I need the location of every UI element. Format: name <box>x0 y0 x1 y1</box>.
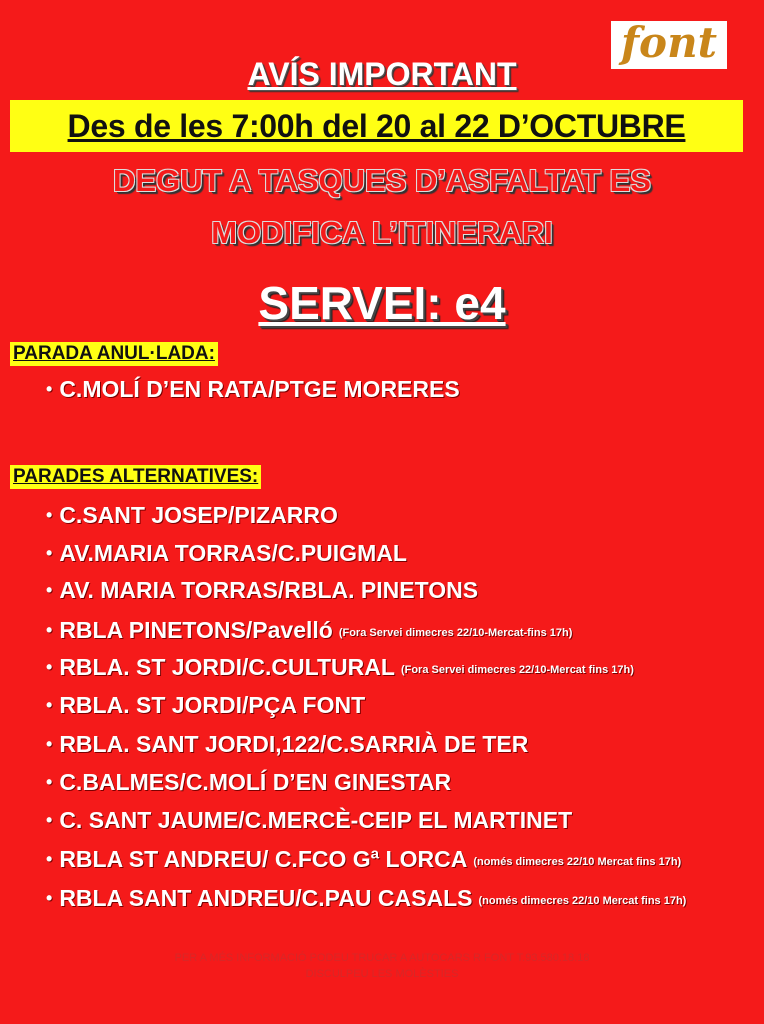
stop-label: C.SANT JOSEP/PIZARRO <box>59 502 338 528</box>
stop-label: RBLA SANT ANDREU/C.PAU CASALS <box>59 885 473 911</box>
alternative-stop-item <box>46 883 686 916</box>
date-line: Des de les 7:00h del 20 al 22 D’OCTUBRE <box>67 107 686 144</box>
stop-label: RBLA ST ANDREU/ C.FCO Gª LORCA <box>59 846 468 872</box>
bullet-icon: • <box>46 505 53 525</box>
bullet-icon: • <box>46 620 53 640</box>
alternative-stop-item <box>46 805 572 835</box>
stop-label: C.BALMES/C.MOLÍ D’EN GINESTAR <box>59 769 452 795</box>
stop-label: AV.MARIA TORRAS/C.PUIGMAL <box>59 540 407 566</box>
stop-label: RBLA. SANT JORDI,122/C.SARRIÀ DE TER <box>59 731 529 757</box>
footer-apology: DISCULPEU LES MOLÈSTIES <box>305 968 459 980</box>
bullet-icon: • <box>46 580 53 600</box>
alternative-stop-item <box>46 729 528 759</box>
bullet-icon: • <box>46 888 53 908</box>
bullet-icon: • <box>46 734 53 754</box>
cancelled-stop-item <box>46 374 460 404</box>
cancelled-stop-heading: PARADA ANUL·LADA: <box>10 342 218 366</box>
alternative-stop-item <box>46 767 451 797</box>
bullet-icon: • <box>46 772 53 792</box>
alternative-stop-item <box>46 615 572 648</box>
bullet-icon: • <box>46 543 53 563</box>
stop-label: RBLA PINETONS/Pavelló <box>59 617 333 643</box>
reason-line-1: DEGUT A TASQUES D’ASFALTAT ES <box>113 163 651 198</box>
stop-label: RBLA. ST JORDI/C.CULTURAL <box>59 654 395 680</box>
stop-label: C. SANT JAUME/C.MERCÈ-CEIP EL MARTINET <box>59 807 573 833</box>
bullet-icon: • <box>46 695 53 715</box>
notice-title: AVÍS IMPORTANT <box>247 56 517 92</box>
date-banner <box>10 100 743 152</box>
alternative-stop-item <box>46 500 338 530</box>
reason-line-2: MODIFICA L’ITINERARI <box>211 215 553 250</box>
stop-label: AV. MARIA TORRAS/RBLA. PINETONS <box>59 577 479 603</box>
stop-note: (només dimecres 22/10 Mercat fins 17h) <box>473 856 682 868</box>
footer-info: PER A MÉS INFORMACIÓ PODEU TRUCAR A AUTOCARS R FONT T.93.580.18.18 <box>174 952 590 964</box>
stop-note: (Fora Servei dimecres 22/10-Mercat-fins 17h) <box>338 627 573 639</box>
alternative-stop-item <box>46 844 681 877</box>
stop-note: (només dimecres 22/10 Mercat fins 17h) <box>478 895 687 907</box>
bullet-icon: • <box>46 657 53 677</box>
stop-note: (Fora Servei dimecres 22/10-Mercat fins 17h) <box>400 664 634 676</box>
bullet-icon: • <box>46 849 53 869</box>
alternative-stop-item <box>46 575 478 605</box>
alternative-stop-item <box>46 538 407 568</box>
alternative-stops-heading: PARADES ALTERNATIVES: <box>10 465 261 489</box>
stop-label: RBLA. ST JORDI/PÇA FONT <box>59 692 366 718</box>
alternative-stop-item <box>46 690 365 720</box>
bullet-icon: • <box>46 810 53 830</box>
bullet-icon: • <box>46 379 53 399</box>
service-heading: SERVEI: e4 <box>258 277 506 329</box>
stop-label: C.MOLÍ D’EN RATA/PTGE MORERES <box>59 376 460 402</box>
logo-text: font <box>620 18 718 67</box>
alternative-stop-item <box>46 652 634 685</box>
